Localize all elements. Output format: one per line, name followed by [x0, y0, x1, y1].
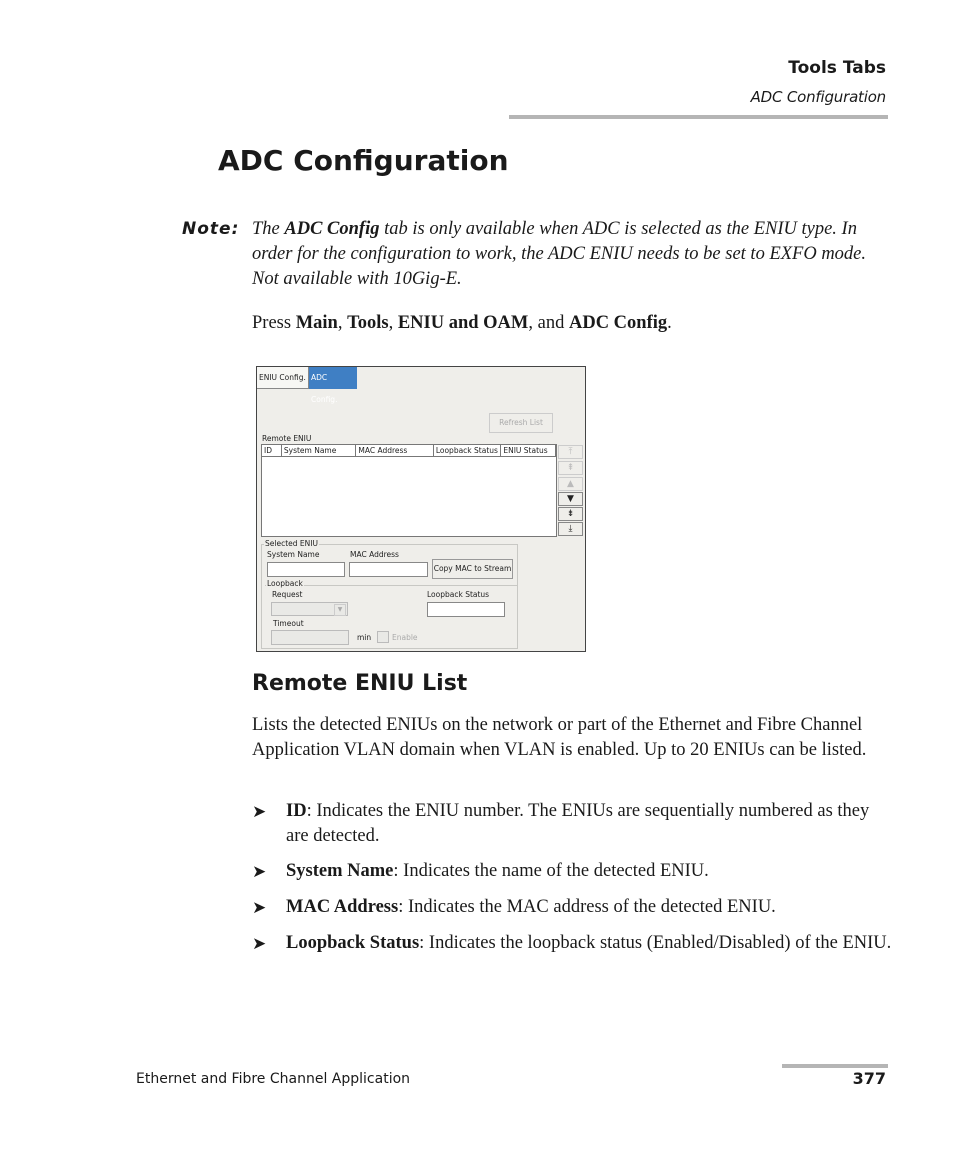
- header-rule: [509, 115, 888, 119]
- loopback-label: Loopback: [267, 579, 303, 588]
- tab-adc-config[interactable]: ADC Config.: [309, 367, 357, 389]
- chevron-down-icon: ▼: [334, 604, 346, 616]
- table-header: [262, 445, 556, 457]
- note-text-part: tab is only available when ADC is selected as the ENIU type. In order for the configuration to work, the ADC ENIU needs to be set to EXFO mode. Not available with 10Gig-E.: [252, 219, 867, 289]
- press-instruction: [252, 313, 672, 334]
- timeout-label: Timeout: [273, 619, 304, 628]
- bullet-term: MAC Address: [286, 897, 399, 917]
- bullet-text: : Indicates the loopback status (Enabled/Disabled) of the ENIU.: [419, 933, 892, 953]
- footer-title: Ethernet and Fibre Channel Application: [136, 1071, 411, 1087]
- scroll-down-icon[interactable]: ▼: [558, 492, 583, 506]
- remote-eniu-label: Remote ENIU: [262, 434, 312, 443]
- enable-checkbox[interactable]: [377, 631, 389, 643]
- remote-eniu-table[interactable]: [261, 444, 557, 537]
- press-term: Main: [295, 313, 338, 333]
- column-header-id[interactable]: ID: [262, 445, 282, 457]
- page-number: 377: [852, 1069, 886, 1088]
- loopback-status-label: Loopback Status: [427, 590, 490, 599]
- bullet-arrow-icon: ➤: [252, 898, 267, 917]
- bullet-term: System Name: [286, 861, 394, 881]
- adc-config-screenshot: [256, 366, 586, 652]
- press-text: ,: [337, 313, 348, 333]
- press-text: ,: [388, 313, 398, 333]
- bullet-text: : Indicates the ENIU number. The ENIUs are sequentially numbered as they are detected.: [286, 801, 870, 846]
- footer-rule: [782, 1064, 888, 1068]
- column-header-eniu-status[interactable]: ENIU Status: [501, 445, 556, 457]
- bullet-arrow-icon: ➤: [252, 862, 267, 881]
- section-paragraph: Lists the detected ENIUs on the network or part of the Ethernet and Fibre Channel Application VLAN domain when VLAN is enabled. Up to 20 ENIUs can be listed.: [252, 715, 867, 760]
- system-name-label: System Name: [267, 550, 320, 559]
- press-term: Tools: [347, 313, 389, 333]
- note-text: [252, 217, 892, 292]
- request-label: Request: [272, 590, 303, 599]
- system-name-field[interactable]: [267, 562, 345, 577]
- copy-mac-to-stream-button[interactable]: Copy MAC to Stream: [432, 559, 513, 579]
- refresh-list-button[interactable]: Refresh List: [489, 413, 553, 433]
- note-text-part: The: [252, 219, 285, 239]
- mac-address-field[interactable]: [349, 562, 428, 577]
- selected-eniu-label: Selected ENIU: [265, 539, 318, 548]
- bullet-arrow-icon: ➤: [252, 934, 267, 953]
- press-text: , and: [528, 313, 569, 333]
- column-header-system-name[interactable]: System Name: [282, 445, 356, 457]
- bullet-text: : Indicates the name of the detected ENIU.: [393, 861, 709, 881]
- enable-label: Enable: [392, 633, 418, 642]
- scroll-bottom-icon[interactable]: ⤓: [558, 522, 583, 536]
- scroll-top-icon[interactable]: ⤒: [558, 445, 583, 459]
- request-dropdown[interactable]: [271, 602, 348, 616]
- timeout-field[interactable]: [271, 630, 349, 645]
- page-title: ADC Configuration: [218, 144, 509, 177]
- bullet-arrow-icon: ➤: [252, 802, 267, 821]
- scroll-page-down-icon[interactable]: ⇟: [558, 507, 583, 521]
- press-text: .: [667, 313, 672, 333]
- bullet-text: : Indicates the MAC address of the detected ENIU.: [398, 897, 776, 917]
- min-unit-label: min: [357, 633, 372, 642]
- running-header-title: Tools Tabs: [788, 58, 886, 78]
- press-text: Press: [252, 313, 296, 333]
- note-label: Note:: [182, 219, 240, 239]
- running-header-subtitle: ADC Configuration: [750, 88, 886, 106]
- bullet-term: ID: [286, 801, 307, 821]
- bullet-term: Loopback Status: [286, 933, 420, 953]
- press-term: ADC Config: [568, 313, 668, 333]
- scroll-page-up-icon[interactable]: ⇞: [558, 461, 583, 475]
- tab-eniu-config[interactable]: ENIU Config.: [257, 367, 309, 389]
- note-bold-term: ADC Config: [284, 219, 380, 239]
- section-heading: Remote ENIU List: [252, 671, 468, 696]
- column-header-loopback-status[interactable]: Loopback Status: [434, 445, 502, 457]
- loopback-status-field: [427, 602, 505, 617]
- press-term: ENIU and OAM: [397, 313, 529, 333]
- scroll-up-icon[interactable]: ▲: [558, 477, 583, 491]
- column-header-mac-address[interactable]: MAC Address: [356, 445, 433, 457]
- mac-address-label: MAC Address: [350, 550, 399, 559]
